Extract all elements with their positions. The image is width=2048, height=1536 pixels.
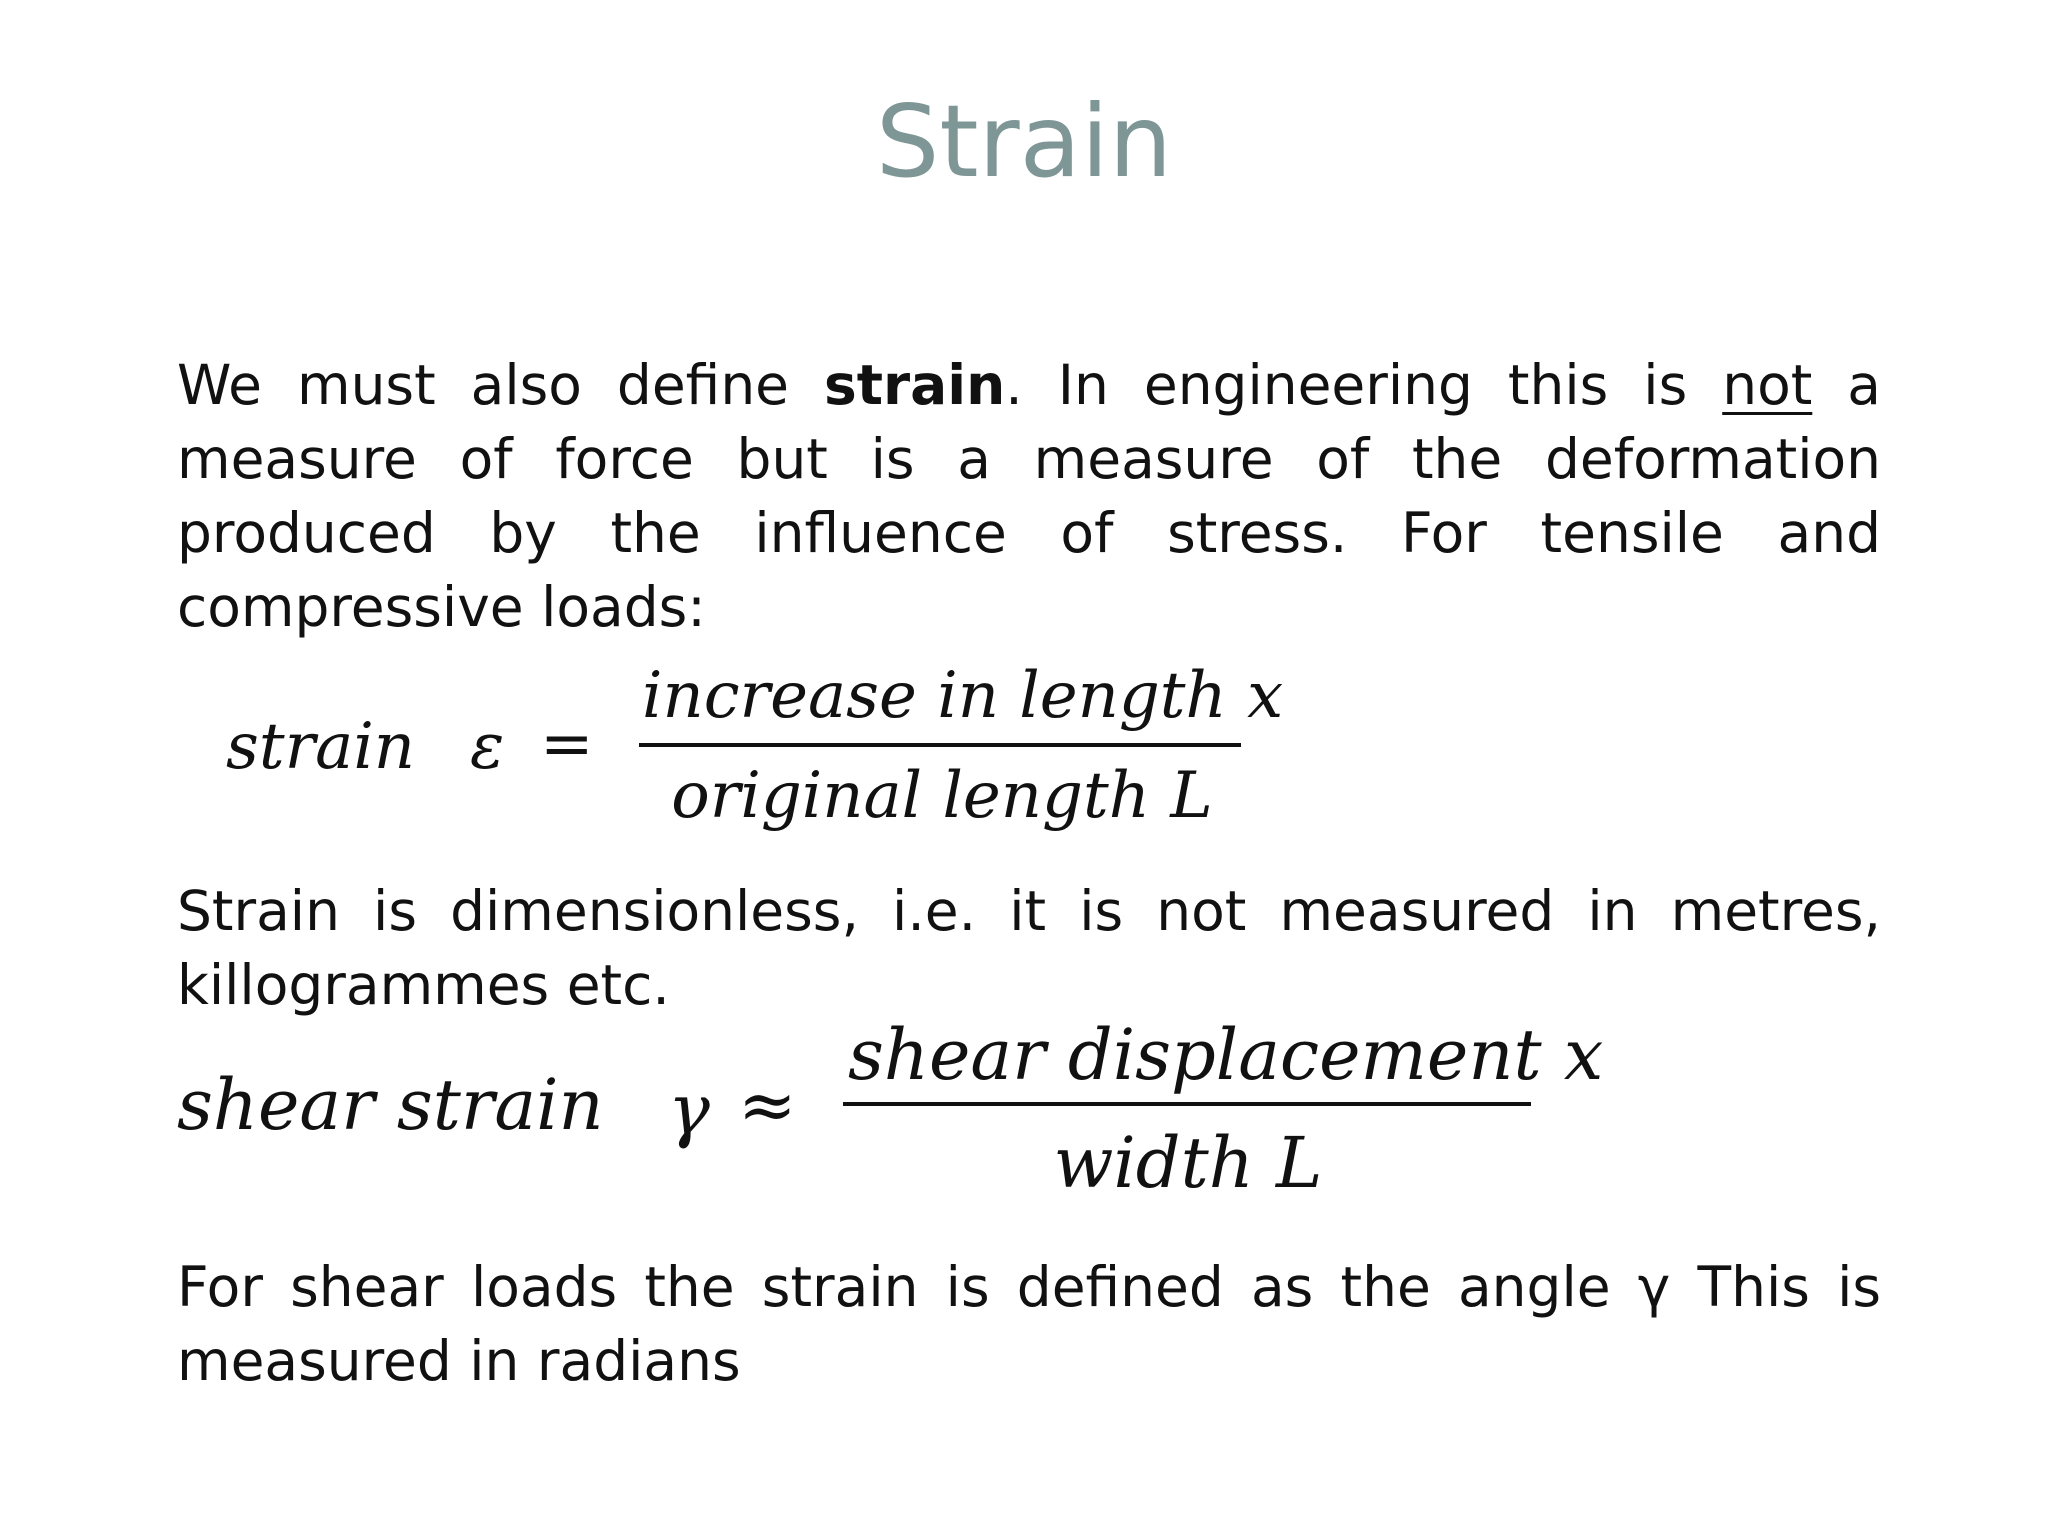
paragraph-text: . In engineering this is — [1005, 353, 1723, 417]
bold-term-strain: strain — [824, 353, 1006, 417]
paragraph-shear-angle: For shear loads the strain is defined as the angle γ This is measured in radians — [177, 1255, 1881, 1393]
paragraph-text: a measure of force but is a measure of the deformation produced by the influence of stress. For tensile and compressive loads: — [177, 353, 1881, 639]
equals-sign: = — [540, 707, 594, 781]
paragraph-text: We must also define — [177, 353, 825, 417]
equation-lhs: shear strain — [177, 1064, 604, 1146]
fraction-numerator: shear displacement x — [848, 1014, 1604, 1096]
paragraph-dimensionless: Strain is dimensionless, i.e. it is not measured in metres, killogrammes etc. — [177, 879, 1881, 1017]
epsilon-symbol: ε — [470, 710, 505, 784]
approx-sign: ≈ — [738, 1064, 797, 1146]
equation-lhs: strain — [226, 710, 415, 784]
fraction-denominator: original length L — [671, 759, 1213, 833]
fraction-bar — [843, 1102, 1531, 1106]
slide-title: Strain — [875, 83, 1173, 200]
fraction-numerator: increase in length x — [642, 659, 1284, 733]
underlined-word-not: not — [1722, 353, 1813, 417]
fraction-denominator: width L — [1053, 1122, 1323, 1204]
gamma-symbol: γ — [668, 1069, 710, 1151]
